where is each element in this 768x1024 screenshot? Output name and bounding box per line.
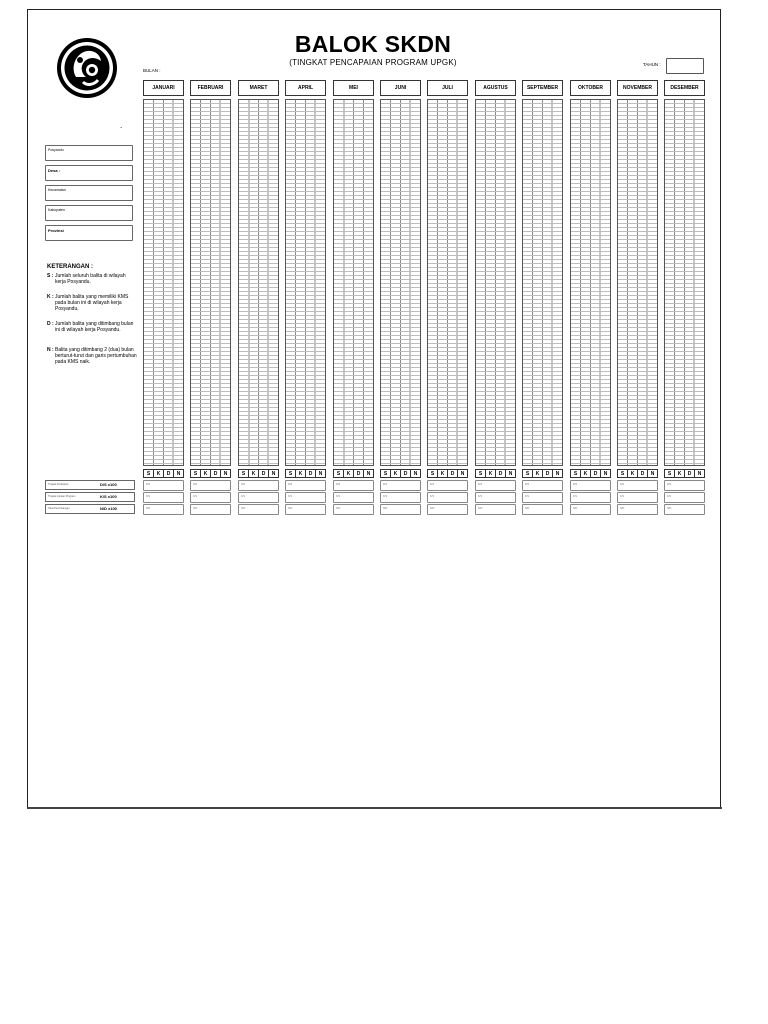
month-stat-box[interactable] (333, 492, 374, 503)
stat-box-label: K/S (336, 495, 341, 498)
skdn-letter: D (211, 470, 221, 477)
stat-box-label: K/S (667, 495, 672, 498)
skdn-header-row (333, 469, 374, 478)
month-stat-box[interactable] (664, 504, 705, 515)
skdn-letter: N (318, 470, 323, 477)
month-stat-box[interactable] (522, 492, 563, 503)
skdn-letter: K (628, 470, 638, 477)
keterangan-desc: Jumlah balita yang ditimbang bulan ini di wilayah kerja Posyandu. (55, 321, 134, 333)
stat-box-label: D/S (193, 483, 198, 486)
page-title: BALOK SKDN (294, 31, 452, 57)
month-stat-box[interactable] (285, 504, 326, 515)
month-stat-box[interactable] (475, 504, 516, 515)
stat-box-label: N/D (193, 507, 198, 510)
stat-box-label: D/S (478, 483, 483, 486)
skdn-letter: S (191, 470, 201, 477)
keterangan-item-s (47, 273, 137, 291)
month-stat-box[interactable] (617, 480, 658, 491)
skdn-letter: D (591, 470, 601, 477)
month-stat-box[interactable] (190, 492, 231, 503)
keterangan-item-d (47, 321, 137, 343)
skdn-letter: D (638, 470, 648, 477)
tahun-label: TAHUN : (643, 62, 661, 67)
month-stat-box[interactable] (570, 504, 611, 515)
month-stat-box[interactable] (285, 492, 326, 503)
stat-box-label: K/S (383, 495, 388, 498)
month-header-juli: JULI (427, 80, 468, 96)
month-grid-oktober[interactable] (570, 99, 611, 466)
skdn-header-row (380, 469, 421, 478)
stat-box-label: K/S (288, 495, 293, 498)
month-header-agustus: AGUSTUS (475, 80, 516, 96)
keterangan-item-k (47, 294, 137, 316)
stat-box-label: N/D (573, 507, 578, 510)
month-header-februari: FEBRUARI (190, 80, 231, 96)
stat-box-label: D/S (620, 483, 625, 486)
month-header-juni: JUNI (380, 80, 421, 96)
skdn-letter: S (523, 470, 533, 477)
stat-box-label: K/S (573, 495, 578, 498)
month-stat-box[interactable] (333, 480, 374, 491)
left-stat-text: Hasil Penimbangan (48, 507, 70, 510)
skdn-letter: N (176, 470, 181, 477)
stat-box-label: N/D (288, 507, 293, 510)
stat-box-label: D/S (241, 483, 246, 486)
keterangan-key: N : (47, 347, 54, 353)
month-grid-april[interactable] (285, 99, 326, 466)
stat-box-label: N/D (383, 507, 388, 510)
skdn-header-row (664, 469, 705, 478)
stat-box-label: N/D (146, 507, 151, 510)
skdn-letter: S (618, 470, 628, 477)
skdn-letter: N (223, 470, 228, 477)
month-stat-box[interactable] (238, 480, 279, 491)
stat-box-label: D/S (667, 483, 672, 486)
month-stat-box[interactable] (570, 492, 611, 503)
tahun-field[interactable] (666, 58, 704, 74)
left-stat-partisipasi[interactable] (45, 480, 135, 490)
skdn-letter: N (413, 470, 418, 477)
skdn-letter: S (665, 470, 675, 477)
stat-box-label: N/D (620, 507, 625, 510)
stat-box-label: K/S (193, 495, 198, 498)
month-grid-desember[interactable] (664, 99, 705, 466)
month-header-oktober: OKTOBER (570, 80, 611, 96)
month-header-maret: MARET (238, 80, 279, 96)
month-stat-box[interactable] (570, 480, 611, 491)
month-header-september: SEPTEMBER (522, 80, 563, 96)
stat-box-label: D/S (336, 483, 341, 486)
skdn-letter: N (271, 470, 276, 477)
month-stat-box[interactable] (190, 504, 231, 515)
kecamatan-label: Kecamatan (48, 188, 66, 192)
mother-child-emblem-icon (56, 37, 118, 99)
skdn-letter: N (603, 470, 608, 477)
kabupaten-field[interactable] (45, 205, 133, 221)
stat-box-label: K/S (478, 495, 483, 498)
skdn-header-row (522, 469, 563, 478)
stat-box-label: D/S (525, 483, 530, 486)
skdn-header-row (617, 469, 658, 478)
left-stat-formula: D/S x100 (100, 482, 117, 487)
skdn-letter: N (366, 470, 371, 477)
month-stat-box[interactable] (617, 492, 658, 503)
month-stat-box[interactable] (380, 492, 421, 503)
month-header-desember: DESEMBER (664, 80, 705, 96)
month-grid-februari[interactable] (190, 99, 231, 466)
month-stat-box[interactable] (475, 492, 516, 503)
month-stat-box[interactable] (427, 492, 468, 503)
skdn-letter: S (476, 470, 486, 477)
stat-box-label: D/S (430, 483, 435, 486)
bulan-label: BULAN : (143, 68, 161, 73)
keterangan-item-n (47, 347, 137, 373)
month-header-april: APRIL (285, 80, 326, 96)
page-bottom-rule (27, 807, 722, 809)
skdn-letter: D (543, 470, 553, 477)
keterangan-desc: Balita yang ditimbang 2 (dua) bulan berturut-turut dan garis pertumbuhan pada KMS naik. (55, 347, 137, 365)
month-stat-box[interactable] (427, 504, 468, 515)
stat-box-label: K/S (241, 495, 246, 498)
skdn-letter: S (286, 470, 296, 477)
desa-label: Desa : (48, 168, 61, 173)
month-grid-mei[interactable] (333, 99, 374, 466)
left-stat-liputan[interactable] (45, 492, 135, 502)
stat-box-label: N/D (336, 507, 341, 510)
stat-box-label: D/S (573, 483, 578, 486)
kecamatan-field[interactable] (45, 185, 133, 201)
month-stat-box[interactable] (143, 504, 184, 515)
skdn-form-sheet (27, 9, 721, 808)
month-grid-agustus[interactable] (475, 99, 516, 466)
stat-box-label: N/D (241, 507, 246, 510)
month-header-november: NOVEMBER (617, 80, 658, 96)
left-stat-penimbangan[interactable] (45, 504, 135, 514)
month-stat-box[interactable] (143, 492, 184, 503)
skdn-header-row (475, 469, 516, 478)
skdn-letter: K (675, 470, 685, 477)
keterangan-desc: Jumlah seluruh balita di wilayah kerja Posyandu. (55, 273, 126, 285)
stat-box-label: N/D (430, 507, 435, 510)
skdn-header-row (190, 469, 231, 478)
skdn-letter: N (460, 470, 465, 477)
skdn-letter: D (354, 470, 364, 477)
posyandu-label: Posyandu (48, 148, 64, 152)
skdn-letter: D (306, 470, 316, 477)
month-stat-box[interactable] (380, 480, 421, 491)
month-header-januari: JANUARI (143, 80, 184, 96)
month-stat-box[interactable] (664, 492, 705, 503)
skdn-letter: K (344, 470, 354, 477)
skdn-letter: S (144, 470, 154, 477)
skdn-letter: K (533, 470, 543, 477)
month-header-mei: MEI (333, 80, 374, 96)
skdn-header-row (238, 469, 279, 478)
skdn-letter: N (697, 470, 702, 477)
skdn-letter: D (401, 470, 411, 477)
kabupaten-label: Kabupaten (48, 208, 65, 212)
keterangan-key: S : (47, 273, 54, 279)
skdn-letter: D (259, 470, 269, 477)
month-stat-box[interactable] (475, 480, 516, 491)
stat-box-label: N/D (478, 507, 483, 510)
month-stat-box[interactable] (285, 480, 326, 491)
month-grid-juli[interactable] (427, 99, 468, 466)
month-stat-box[interactable] (333, 504, 374, 515)
stat-box-label: D/S (288, 483, 293, 486)
skdn-letter: S (381, 470, 391, 477)
keterangan-key: D : (47, 321, 54, 327)
month-grid-juni[interactable] (380, 99, 421, 466)
month-stat-box[interactable] (427, 480, 468, 491)
month-stat-box[interactable] (664, 480, 705, 491)
skdn-header-row (427, 469, 468, 478)
month-grid-september[interactable] (522, 99, 563, 466)
skdn-header-row (285, 469, 326, 478)
month-stat-box[interactable] (238, 492, 279, 503)
skdn-letter: D (496, 470, 506, 477)
stat-box-label: N/D (525, 507, 530, 510)
desa-field[interactable] (45, 165, 133, 181)
skdn-letter: K (296, 470, 306, 477)
skdn-letter: N (508, 470, 513, 477)
keterangan-key: K : (47, 294, 54, 300)
skdn-letter: S (571, 470, 581, 477)
month-grid-januari[interactable] (143, 99, 184, 466)
month-stat-box[interactable] (522, 504, 563, 515)
stat-box-label: K/S (146, 495, 151, 498)
keterangan-title: KETERANGAN : (47, 264, 93, 270)
left-stat-formula: K/S x100 (100, 494, 117, 499)
skdn-letter: K (391, 470, 401, 477)
stat-box-label: K/S (620, 495, 625, 498)
skdn-header-row (570, 469, 611, 478)
skdn-letter: K (201, 470, 211, 477)
stat-box-label: K/S (525, 495, 530, 498)
stat-box-label: D/S (146, 483, 151, 486)
month-stat-box[interactable] (522, 480, 563, 491)
skdn-letter: D (685, 470, 695, 477)
skdn-letter: N (650, 470, 655, 477)
skdn-letter: K (581, 470, 591, 477)
skdn-letter: K (486, 470, 496, 477)
stat-box-label: K/S (430, 495, 435, 498)
skdn-letter: D (164, 470, 174, 477)
month-stat-box[interactable] (380, 504, 421, 515)
month-stat-box[interactable] (190, 480, 231, 491)
dot-mark: . (120, 121, 123, 130)
month-grid-november[interactable] (617, 99, 658, 466)
skdn-letter: K (249, 470, 259, 477)
skdn-letter: N (555, 470, 560, 477)
left-stat-text: Tingkat Liputan Program (48, 495, 76, 498)
left-stat-formula: N/D x100 (100, 506, 117, 511)
provinsi-label: Provinsi (48, 228, 64, 233)
month-stat-box[interactable] (617, 504, 658, 515)
month-grid-maret[interactable] (238, 99, 279, 466)
month-stat-box[interactable] (238, 504, 279, 515)
stat-box-label: N/D (667, 507, 672, 510)
posyandu-field[interactable] (45, 145, 133, 161)
skdn-letter: S (334, 470, 344, 477)
page-subtitle: (TINGKAT PENCAPAIAN PROGRAM UPGK) (289, 58, 457, 67)
skdn-header-row (143, 469, 184, 478)
keterangan-desc: Jumlah balita yang memiliki KMS pada bulan ini di wilayah kerja Posyandu. (55, 294, 129, 312)
skdn-letter: S (428, 470, 438, 477)
stat-box-label: D/S (383, 483, 388, 486)
provinsi-field[interactable] (45, 225, 133, 241)
skdn-letter: K (438, 470, 448, 477)
skdn-letter: S (239, 470, 249, 477)
left-stat-text: Tingkat Partisipasi (48, 483, 69, 486)
skdn-letter: D (448, 470, 458, 477)
skdn-letter: K (154, 470, 164, 477)
month-stat-box[interactable] (143, 480, 184, 491)
